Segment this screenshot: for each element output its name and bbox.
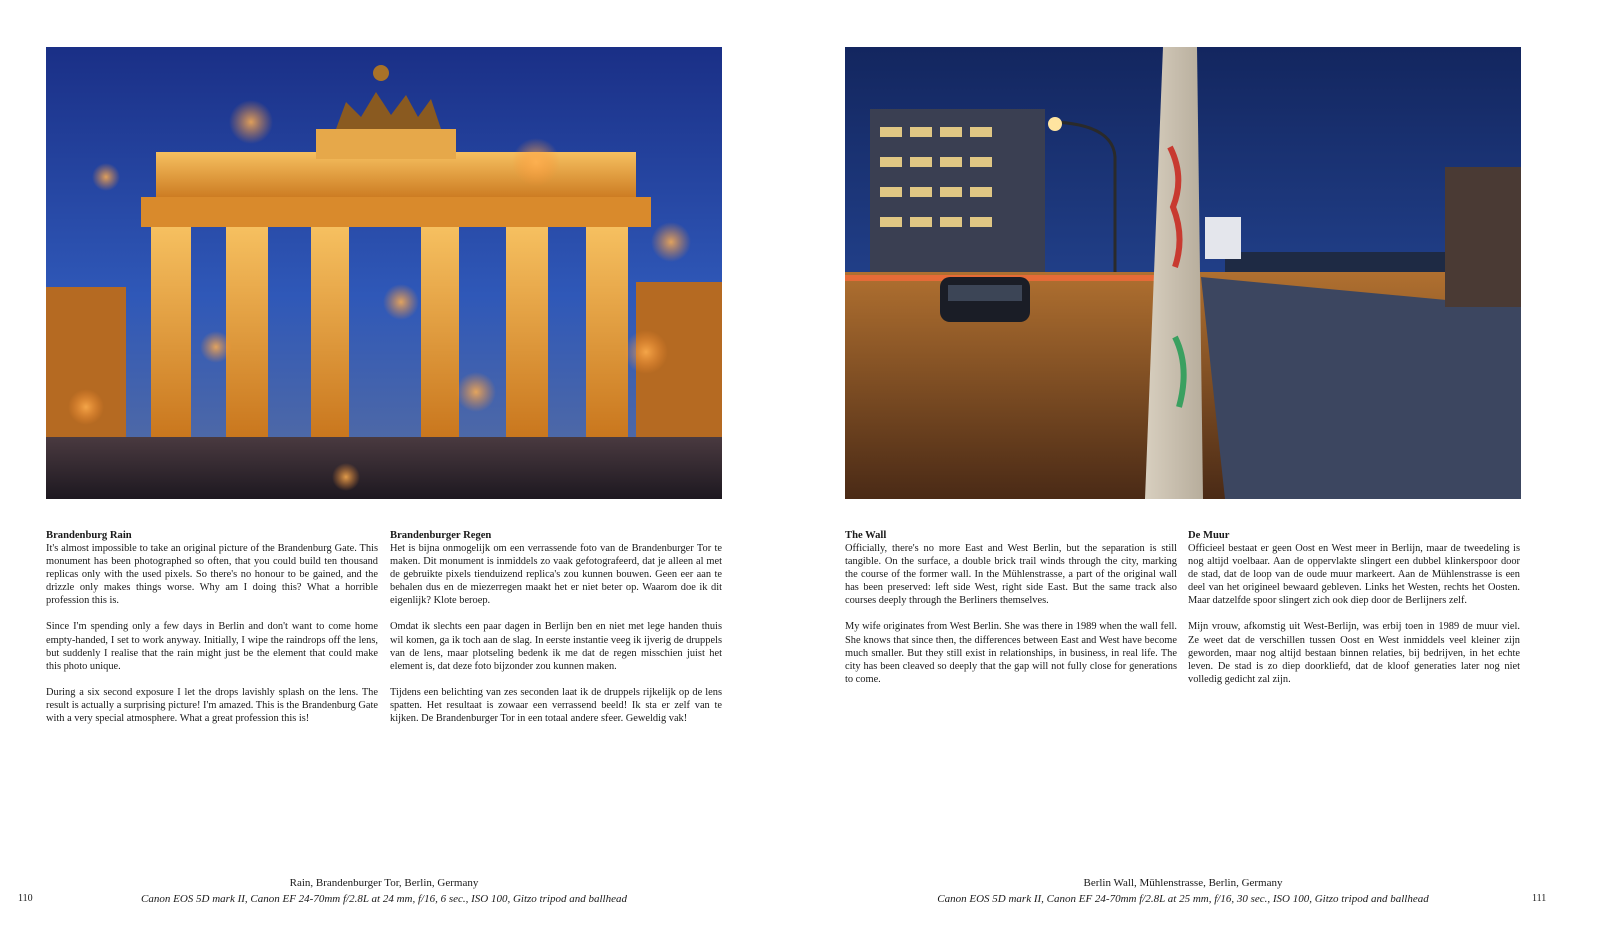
english-paragraph: My wife originates from West Berlin. She was there in 1989 when the wall fell. She knows that since then, the differences between East and West have become much smaller. But they still exist in relationships, in business, in real life. The city has been cleaved so deeply that the gap will not fully close for generations to come.: [845, 621, 1177, 685]
english-title: The Wall: [845, 530, 887, 541]
dutch-title: De Muur: [1188, 530, 1230, 541]
dutch-paragraph: Tijdens een belichting van zes seconden laat ik de druppels rijkelijk op de lens spatten. Het resultaat is zowaar een verrassend beeld! Ik sta er zelf van te kijken. De Brandenburger Tor in een totaal andere sfeer. Geweldig vak!: [390, 686, 722, 725]
camera-settings: Canon EOS 5D mark II, Canon EF 24-70mm f/2.8L at 25 mm, f/16, 30 sec., ISO 100, Gitzo tripod and ballhead: [937, 893, 1429, 905]
photo-caption: [845, 875, 1521, 907]
page-number: 110: [18, 893, 33, 904]
dutch-text-column: [390, 529, 722, 738]
berlin-wall-illustration: [845, 47, 1521, 499]
dutch-paragraph: Het is bijna onmogelijk om een verrassende foto van de Brandenburger Tor te maken. Dit monument is inmiddels zo vaak gefotografeerd, dat je alleen al met de gebruikte pixels tienduizend replica's zou kunnen bouwen. Geen eer aan te behalen dus en de miezerregen maakt het er niet beter op. Waarom doe ik dit eigenlijk? Klote beroep.: [390, 543, 722, 607]
english-text-column: [46, 529, 378, 738]
caption-title: Berlin Wall, Mühlenstrasse, Berlin, Germany: [1083, 877, 1283, 889]
dutch-title: Brandenburger Regen: [390, 530, 492, 541]
dutch-paragraph: Omdat ik slechts een paar dagen in Berlijn ben en niet met lege handen thuis wil komen, ga ik toch aan de slag. In eerste instantie veeg ik ijverig de druppels van de lens, maar plotseling bedenk ik me dat de regen misschien juist het element is, dat deze foto bijzonder zou kunnen maken.: [390, 621, 722, 672]
english-title: Brandenburg Rain: [46, 530, 132, 541]
page-number: 111: [1532, 893, 1547, 904]
camera-settings: Canon EOS 5D mark II, Canon EF 24-70mm f/2.8L at 24 mm, f/16, 6 sec., ISO 100, Gitzo tripod and ballhead: [141, 893, 627, 905]
brandenburg-gate-illustration: [46, 47, 722, 499]
english-paragraph: Since I'm spending only a few days in Berlin and don't want to come home empty-handed, I set to work anyway. Initially, I wipe the raindrops off the lens, but suddenly I realise that the rain might just be the element that could make this photo unique.: [46, 621, 378, 672]
english-paragraph: During a six second exposure I let the drops lavishly splash on the lens. The result is actually a surprising picture! I'm amazed. This is the Brandenburg Gate with a very special atmosphere. What a great profession this is!: [46, 686, 378, 725]
dutch-paragraph: Officieel bestaat er geen Oost en West meer in Berlijn, maar de tweedeling is nog altijd voelbaar. Aan de oppervlakte slingert een dubbel klinkerspoor door de stad, dat de loop van de oude muur markeert. Aan de Mühlenstrasse is een deel van het origineel bewaard gebleven. Links het Westen, rechts het Oosten. Maar datzelfde spoor slingert zich ook diep door de Berlijners zelf.: [1188, 543, 1520, 607]
brandenburg-gate-photo: [46, 47, 722, 499]
berlin-wall-photo: [845, 47, 1521, 499]
english-paragraph: It's almost impossible to take an original picture of the Brandenburg Gate. This monument has been photographed so often, that you could build ten thousand replicas only with the used pixels. So there's no honour to be gained, and the drizzle only makes things worse. Why am I doing this? What a horrible profession this is.: [46, 543, 378, 607]
english-text-column: [845, 529, 1177, 699]
photo-caption: [46, 875, 722, 907]
dutch-text-column: [1188, 529, 1520, 699]
caption-title: Rain, Brandenburger Tor, Berlin, Germany: [289, 877, 479, 889]
english-paragraph: Officially, there's no more East and West Berlin, but the separation is still tangible. On the surface, a double brick trail winds through the city, marking the course of the former wall. In the Mühlenstrasse, a part of the original wall has been preserved: left side West, right side East. But the same track also courses deeply through the Berliners themselves.: [845, 543, 1177, 607]
dutch-paragraph: Mijn vrouw, afkomstig uit West-Berlijn, was erbij toen in 1989 de muur viel. Ze weet dat de verschillen tussen Oost en West inmiddels veel kleiner zijn geworden, maar nog altijd bestaan binnen relaties, bij bedrijven, in het echte leven. De stad is zo diep doorkliefd, dat de kloof generaties later nog niet volledig gedicht zal zijn.: [1188, 621, 1520, 685]
